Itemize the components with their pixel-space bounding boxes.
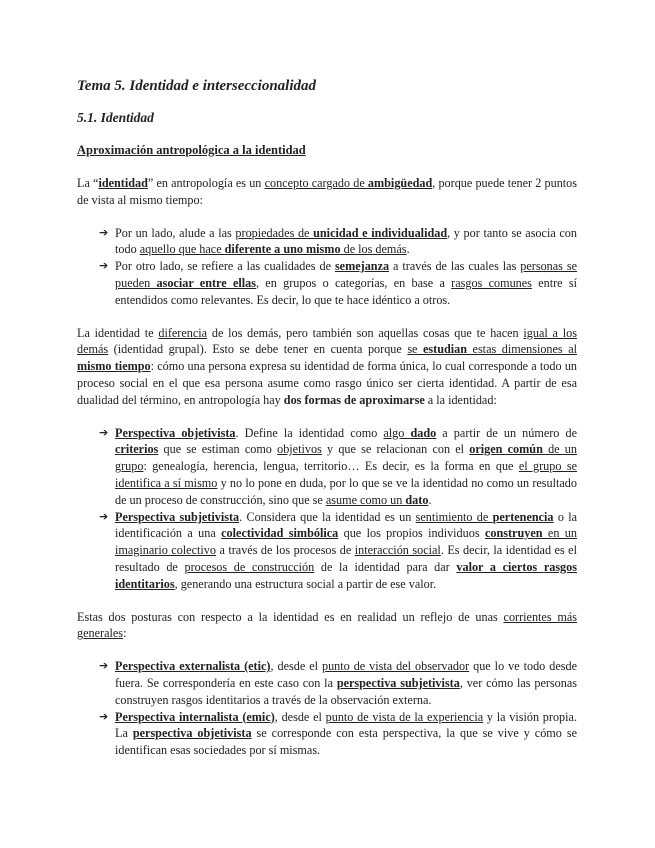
text-run: y la visión propia. La: [115, 709, 577, 741]
text-run: . Define la identidad como: [235, 425, 384, 440]
text-run: personas se pueden: [115, 259, 578, 290]
text-run: que lo ve todo desde fuera. Se correspondería en este caso con la: [115, 659, 577, 690]
text-run: La “: [77, 176, 99, 190]
text-run: sentimiento de: [415, 509, 493, 524]
text-run: perspectiva objetivista: [132, 726, 252, 741]
arrow-bullet-icon: ➔: [99, 259, 109, 273]
text-run: Perspectiva internalista (emic): [115, 709, 275, 724]
text-run: , ver cómo las personas construyen rasgos identitarios a través de la observación externa.: [115, 675, 577, 707]
bullet-list-etic-emic: [77, 658, 577, 759]
text-run: construyen: [484, 526, 543, 541]
text-run: Perspectiva subjetivista: [115, 509, 240, 524]
text-run: propiedades de: [235, 225, 314, 240]
text-run: Perspectiva externalista (etic): [115, 659, 271, 674]
text-run: a la identidad:: [424, 392, 497, 407]
text-run: entre sí entendidos como relevantes. Es decir, lo que te hace idéntico a otros.: [115, 275, 577, 307]
text-run: a través de los procesos de: [215, 543, 355, 558]
text-run: aquello que hace: [139, 242, 225, 257]
document-page: [77, 78, 577, 775]
text-run: , generando una estructura social a partir de ese valor.: [174, 576, 437, 591]
paragraph-dualidad: [77, 325, 577, 409]
text-run: asume como un: [325, 492, 406, 507]
list-item: [99, 709, 577, 759]
text-run: : genealogía, herencia, lengua, territorio… Es decir, es la forma en que: [143, 459, 519, 474]
text-run: pertenencia: [492, 509, 554, 524]
text-run: , desde el: [270, 659, 322, 674]
text-run: :: [123, 626, 127, 641]
text-run: de un grupo: [115, 442, 577, 474]
text-run: en un imaginario colectivo: [115, 526, 577, 558]
list-item: [99, 225, 577, 259]
arrow-bullet-icon: ➔: [99, 709, 109, 723]
text-run: ambigüedad: [367, 176, 433, 190]
text-run: y no lo pone en duda, por lo que se ve la identidad no como un resultado de un proceso de construcción, sino que se: [115, 475, 577, 507]
text-run: corrientes más generales: [77, 609, 577, 641]
text-run: mismo tiempo: [77, 359, 151, 374]
arrow-bullet-icon: ➔: [99, 225, 109, 239]
text-run: rasgos identitarios: [115, 559, 577, 591]
arrow-bullet-icon: ➔: [99, 509, 109, 523]
text-run: punto de vista de la experiencia: [325, 709, 484, 724]
text-run: origen común: [469, 442, 543, 457]
text-run: de los demás: [340, 242, 407, 257]
text-run: punto de vista del observador: [321, 659, 470, 674]
subsection-heading: Aproximación antropológica a la identidad: [77, 143, 306, 157]
text-run: dato: [405, 492, 429, 507]
text-run: a través de las cuales las: [389, 259, 521, 274]
text-run: , porque puede tener 2 puntos de vista al mismo tiempo:: [77, 176, 578, 207]
text-run: Por otro lado, se refiere a las cualidades de: [115, 259, 335, 274]
text-run: objetivos: [277, 442, 322, 457]
text-run: dado: [410, 425, 437, 440]
text-run: y que se relacionan con el: [321, 442, 470, 457]
arrow-bullet-icon: ➔: [99, 659, 109, 673]
list-item: [99, 425, 577, 509]
text-run: perspectiva subjetivista: [336, 675, 460, 690]
text-run: Perspectiva objetivista: [115, 425, 236, 440]
text-run: semejanza: [334, 259, 390, 274]
text-run: ” en antropología es un: [147, 176, 265, 190]
text-run: identidad: [98, 176, 148, 190]
text-run: algo: [383, 425, 411, 440]
text-run: que los propios individuos: [338, 526, 485, 541]
text-run: , y por tanto se asocia con todo: [115, 225, 577, 257]
text-run: o la identificación a una: [115, 509, 577, 541]
text-run: .: [406, 242, 410, 257]
text-run: de los demás, pero también son aquellas cosas que te hacen: [207, 325, 524, 340]
list-item: [99, 658, 577, 708]
text-run: igual a los demás: [77, 325, 577, 357]
text-run: rasgos comunes: [451, 275, 532, 290]
text-run: . Considera que la identidad es un: [239, 509, 416, 524]
text-run: diferente a uno mismo: [224, 242, 341, 257]
text-run: . Es decir, la identidad es el resultado de: [115, 543, 577, 574]
text-run: valor a ciertos: [456, 559, 544, 574]
text-run: concepto cargado de: [264, 176, 368, 190]
text-run: La identidad te: [77, 325, 159, 340]
text-run: criterios: [115, 442, 159, 457]
arrow-bullet-icon: ➔: [99, 425, 109, 439]
text-run: se: [407, 342, 423, 357]
text-run: colectividad simbólica: [221, 526, 339, 541]
text-run: se corresponde con esta perspectiva, la que se vive y cómo se identifican esas sociedades por sí mismas.: [115, 726, 577, 758]
text-run: (identidad grupal). Esto se debe tener en cuenta porque: [108, 342, 408, 357]
text-run: Por un lado, alude a las: [115, 225, 236, 240]
section-heading: 5.1. Identidad: [77, 110, 154, 125]
text-run: procesos de construcción: [184, 559, 315, 574]
text-run: Estas dos posturas con respecto a la identidad es en realidad un reflejo de unas: [77, 609, 504, 624]
list-item: [99, 509, 577, 593]
text-run: estudian: [422, 342, 468, 357]
text-run: de la identidad para dar: [314, 559, 457, 574]
text-run: que se estiman como: [158, 442, 278, 457]
text-run: estas dimensiones al: [467, 342, 577, 357]
list-item: [99, 258, 577, 308]
text-run: interacción social: [354, 543, 441, 558]
bullet-list-duality: [77, 225, 577, 309]
text-run: diferencia: [158, 325, 208, 340]
paragraph-intro: [77, 175, 577, 209]
paragraph-corrientes: [77, 609, 577, 643]
text-run: : cómo una persona expresa su identidad de forma única, lo cual corresponde a todo un proceso social en el que esa persona asume como rasgo único ser cierta identidad. A partir de esa dualidad del término, en antropología hay: [77, 359, 578, 407]
text-run: asociar entre ellas: [156, 275, 256, 290]
text-run: dos formas de aproximarse: [283, 392, 425, 407]
bullet-list-perspectives: [77, 425, 577, 593]
text-run: a partir de un número de: [436, 425, 577, 440]
text-run: .: [428, 492, 432, 507]
document-title: Tema 5. Identidad e interseccionalidad: [77, 78, 317, 94]
text-run: , en grupos o categorías, en base a: [255, 275, 452, 290]
text-run: unicidad e individualidad: [313, 225, 448, 240]
text-run: , desde el: [274, 709, 326, 724]
text-run: el grupo se identifica a sí mismo: [115, 459, 577, 490]
